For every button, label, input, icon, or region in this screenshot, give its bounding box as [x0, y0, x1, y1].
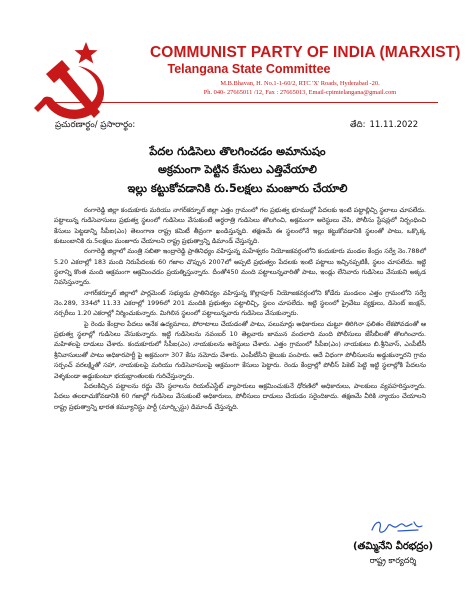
signatory-title: రాష్ట్ర కార్యదర్శి [369, 556, 417, 565]
paragraph: పేదలకిచ్చిన పట్టాలను రద్దు చేసి స్థలాలను రియల్‌ఎస్టేట్ వ్యాపారులు ఆక్రమించుకునే ధోరణిలో అధికారులు, పాలకులు వ్యవహరిస్తున్నారు. పేదలు తలదాచుకోవడానికి 60 గజాల్లో గుడిసెలు వేసుకుంటే అధికారులు, పోలీసులు దాడులు చేయడం సరైందికాదు. తక్షణమే వీరికి న్యాయం చేయాలని రాష్ట్ర ప్రభుత్వాన్ని భారత కమ్యూనిస్టు పార్టీ (మార్క్సిస్టు) డిమాండ్ చేస్తున్నది. [54, 382, 426, 411]
date-label: తేది: [350, 120, 366, 130]
address-line: M.B.Bhavan, H. No.1-1-60/2, RTC 'X' Roads, Hyderabad -20. [220, 80, 380, 87]
headline-2: అక్రమంగా పెట్టిన కేసులు ఎత్తివేయాలి [158, 163, 317, 176]
paragraph: నాగర్‌కర్నూల్ జిల్లాలో పార్లమెంట్ సభ్యుడు ప్రాతినిధ్యం వహిస్తున్న కొల్లాపూర్ నియోజకవర్గంలోని కోడేరు మండలం ఎత్తం గ్రామంలోని సర్వే నెం.289, 334లో 11.33 ఎకరాల్లో 1996లో 201 మందికి ప్రభుత్వం పట్టాలిచ్చి, స్థలం చూపలేదు. ఇట్టి స్థలంలో ప్రైవేటు వ్యక్తులు, డిసెంట్ జంక్షన్, నర్సరీలు 1.20 ఎకరాల్లో నిర్మించుకున్నారు. మిగిలిన స్థలంలో పట్టాలున్నవారు గుడిసెలు వేసుకున్నారు. [54, 289, 426, 318]
paragraph: రంగారెడ్డి జిల్లా కందుకూరు మరియు నాగర్‌కర్నూల్ జిల్లా ఎత్తం గ్రామంలో గల ప్రభుత్వ భూముల్లో పేదలకు ఇంటి పట్టాల్లిచ్చి స్థలాలు చూపలేదు. పట్టాలున్న గుడిసెవాసులు ప్రభుత్వ స్థలంలో గుడిసెలు వేసుకుంటే అర్ధరాత్రి గుడిసెలు తొలగించి, అక్రమంగా అరెస్టులు చేసి, పోలీసు స్టేషన్లలో నిర్బంధించి కేసులు పెట్టడాన్ని సీపీఐ(ఎం) తెలంగాణ రాష్ట్ర కమిటీ తీవ్రంగా ఖండిస్తున్నది. తక్షణమే ఈ స్థలంలోనే ఇల్లు కట్టుకోవడానికి స్థలంతో పాటు, ఒక్కొక్క కుటుంబానికి రు.5లక్షలు మంజూరు చేయాలని రాష్ట్ర ప్రభుత్వాన్ని డిమాండ్ చేస్తున్నది. [54, 207, 426, 246]
hammer-sickle-star-icon [28, 40, 128, 124]
org-name: COMMUNIST PARTY OF INDIA (MARXIST) [150, 44, 461, 61]
paragraph: రంగారెడ్డి జిల్లాలో మంత్రి సబితా ఇంద్రారెడ్డి ప్రాతినిధ్యం వహిస్తున్న మహేశ్వరం నియోజకవర్గంలోని కందుకూరు మండల కేంద్రం సర్వే నెం.788లో 5.20 ఎకరాల్లో 183 మంది నిరుపేదలకు 60 గజాల చొప్పున 2007లో అప్పటి ప్రభుత్వం పేదలకు ఇంటి పట్టాలు ఇచ్చినప్పటికీ, స్థలం చూపలేదు. ఇట్టి స్థలాన్ని కొంత మంది అక్రమంగా ఆక్రమించడం ప్రయత్నిస్తున్నారు. దీంతో450 మంది పట్టాలున్నవారితో పాటు, ఇండ్లు లేనివారు గుడిసెలు వేసుకుని అక్కడ నివసిస్తున్నారు. [54, 248, 426, 287]
handwritten-signature [368, 516, 428, 538]
distribution-label: ప్రచురణార్థం/ ప్రసారార్థం: [55, 120, 136, 130]
header-divider [43, 102, 438, 103]
committee-name: Telangana State Committee [167, 62, 331, 76]
press-release-body [54, 206, 426, 413]
signatory-name: (తమ్మినేని వీరభద్రం) [352, 541, 434, 552]
star-icon [75, 42, 98, 63]
paragraph: పై రెండు కేంద్రాల పేదలు అనేక ఉద్యమాలు, పోరాటాలు చేయడంతో పాటు, పలుమార్లు అధికారులు చుట్టూ తిరిగినా ఫలితం లేకపోవడంతో ఆ ప్రభుత్వ స్థలాల్లో గుడిసెలు వేసుకున్నారు. ఇట్టి గుడిసెలను నవంబర్ 10 తెల్లవారు జామున వందలాది మంది పోలీసులు జేసీబీలతో తొలగించారు. మహిళలపై దాడులు చేశారు. కందుకూరులో సీపీఐ(ఎం) నాయకులను అరెస్టులు చేశారు. ఎత్తం గ్రామంలో సీపీఐ(ఎం) నాయకులు బి.శ్రీనివాస్, ఎంపీటీసీ శ్రీనివాసులుతో పాటు అధికారపార్టీ పై అక్రమంగా 307 కేసు నమోదు చేశారు. ఎంపీటీసీని జైలుకు పంపారు. అదే విధంగా పోలీసులను అడ్డుకున్నారని గ్రామ సర్పంచ్ వరలక్ష్మితో సహా, నాయకులపై మరియు గుడిసెవాసులపై అక్రమంగా కేసులు పెట్టారు. రెండు కేంద్రాల్లో పోలీస్ పికెట్ పెట్టి ఇట్టి స్థలాల్లోకి పేదలను వెళ్ళకుండా అడ్డుకుంటూ భయభ్రాంతులకు గురిచేస్తున్నారు. [54, 320, 426, 380]
headline-3: ఇల్లు కట్టుకోవడానికి రు.5లక్షలు మంజూరు చేయాలి [127, 182, 348, 195]
date-line [350, 120, 418, 132]
date-value: 11.11.2022 [369, 120, 419, 130]
headline-1: పేదల గుడిసెలు తొలగించడం అమానుషం [149, 145, 326, 158]
contact-line: Ph. 040- 27665011 /12, Fax : 27665013, Email-cpimtelangana@gmail.com [203, 89, 397, 96]
